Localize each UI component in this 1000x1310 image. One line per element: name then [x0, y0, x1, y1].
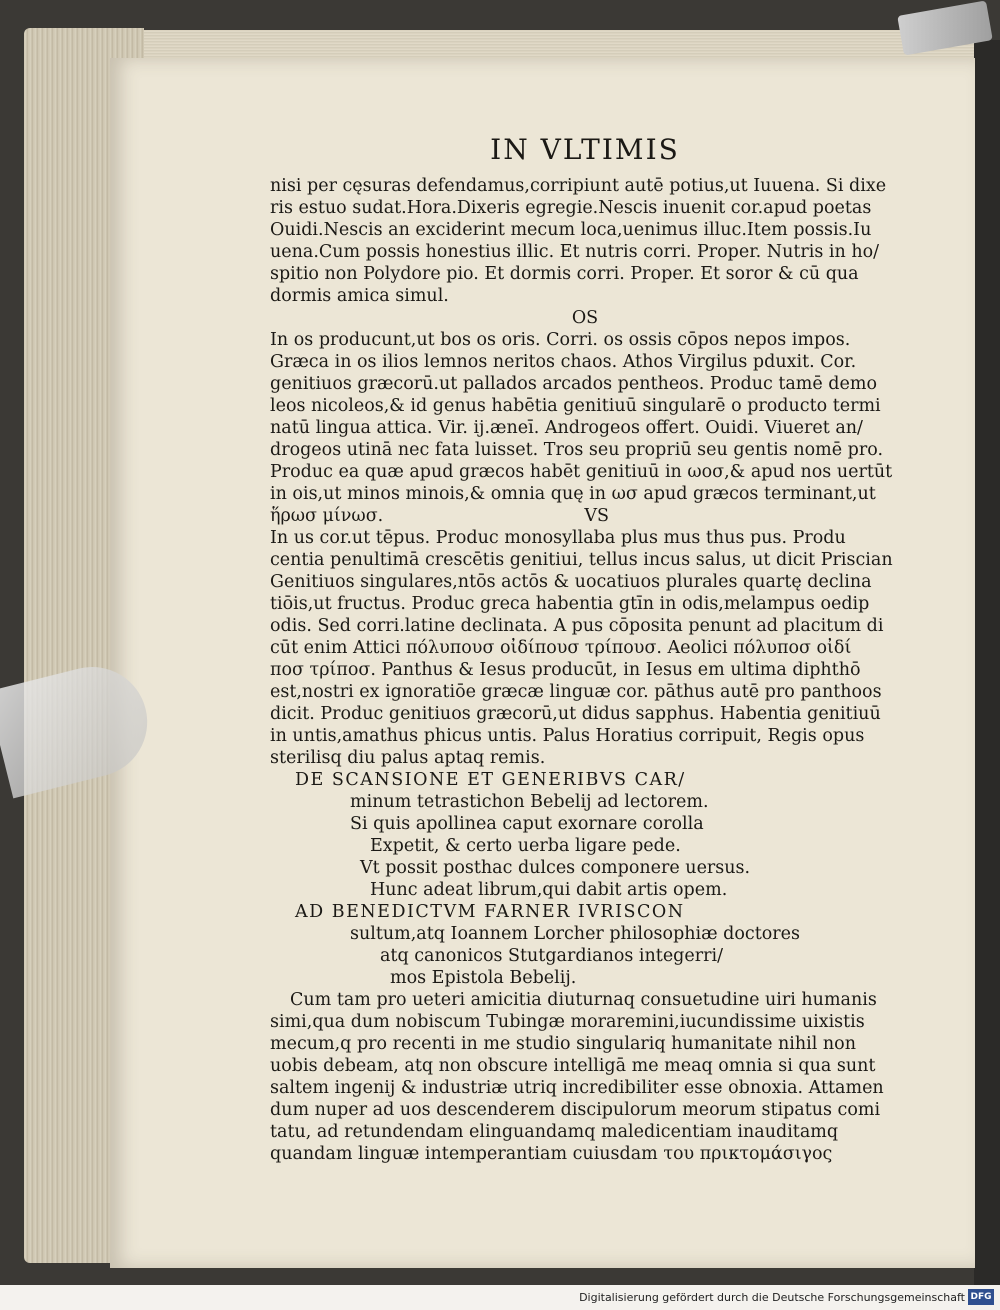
text-line: mecum,q pro recenti in me studio singulariq humanitate nihil non: [270, 1034, 856, 1054]
text-line: tiōis,ut fructus. Produc greca habentia gtīn in odis,melampus oedip: [270, 594, 870, 614]
tetrastichon: [270, 813, 900, 901]
text-line: in untis,amathus phicus untis. Palus Horatius corripuit, Regis opus: [270, 726, 865, 746]
text-line: ποσ τρίποσ. Panthus & Iesus producūt, in Iesus em ultima diphthō: [270, 660, 861, 680]
paragraph-continued: [270, 175, 900, 307]
text-line: ἥρωσ μίνωσ.: [270, 506, 384, 526]
verse-line: Vt possit posthac dulces componere uersus.: [360, 858, 751, 878]
text-line: Cum tam pro ueteri amicitia diuturnaq consuetudine uiri humanis: [290, 990, 877, 1010]
verse-line: Hunc adeat librum,qui dabit artis opem.: [370, 880, 728, 900]
section-subheading-scansione: minum tetrastichon Bebelij ad lectorem.: [350, 792, 709, 812]
text-line: ris estuo sudat.Hora.Dixeris egregie.Nescis inuenit cor.apud poetas: [270, 198, 872, 218]
right-margin-shadow: [974, 40, 1000, 1285]
text-line: odis. Sed corri.latine declinata. A pus cōposita penunt ad placitum di: [270, 616, 884, 636]
text-line: centia penultimā crescētis genitiui, tellus incus salus, ut dicit Priscian: [270, 550, 893, 570]
text-line: dormis amica simul.: [270, 286, 449, 306]
page-text: [270, 135, 900, 1165]
text-line: quandam linguæ intemperantiam cuiusdam του πρικτομάσιγος: [270, 1144, 833, 1164]
text-line: Genitiuos singulares,ntōs actōs & uocatiuos plurales quartę declina: [270, 572, 872, 592]
heading-line: sultum,atq Ioannem Lorcher philosophiæ doctores: [350, 924, 800, 944]
section-heading-vs: VS: [584, 506, 609, 526]
text-line: dum nuper ad uos descenderem discipulorum meorum stipatus comi: [270, 1100, 881, 1120]
text-line: uobis debeam, atq non obscure intelligā me meaq omnia si qua sunt: [270, 1056, 876, 1076]
text-line: Ouidi.Nescis an exciderint mecum loca,uenimus illuc.Item possis.Iu: [270, 220, 872, 240]
heading-line: atq canonicos Stutgardianos integerri/: [380, 946, 723, 966]
text-line: Græca in os ilios lemnos neritos chaos. Athos Virgilus pduxit. Cor.: [270, 352, 857, 372]
text-line: dicit. Produc genitiuos græcorū,ut didus sapphus. Habentia genitiuū: [270, 704, 881, 724]
section-heading-os: OS: [571, 308, 599, 328]
section-heading-scansione: DE SCANSIONE ET GENERIBVS CAR/: [295, 770, 686, 790]
footer-bar: [0, 1285, 1000, 1310]
verse-line: Si quis apollinea caput exornare corolla: [350, 814, 704, 834]
text-line: drogeos utinā nec fata luisset. Tros seu propriū seu gentis nomē pro.: [270, 440, 884, 460]
text-line: uena.Cum possis honestius illic. Et nutris corri. Proper. Nutris in ho/: [270, 242, 880, 262]
paragraph-epistola: [270, 989, 900, 1165]
text-line: spitio non Polydore pio. Et dormis corri. Proper. Et soror & cū qua: [270, 264, 859, 284]
heading-benedictum: [270, 901, 900, 989]
text-line: nisi per cęsuras defendamus,corripiunt autē potius,ut Iuuena. Si dixe: [270, 176, 887, 196]
text-line: In us cor.ut tēpus. Produc monosyllaba plus mus thus pus. Produ: [270, 528, 846, 548]
text-line: natū lingua attica. Vir. ij.æneī. Androgeos offert. Ouidi. Viueret an/: [270, 418, 863, 438]
text-line: tatu, ad retundendam elinguandamq maledicentiam inauditamq: [270, 1122, 839, 1142]
paragraph-os: [270, 329, 900, 505]
text-line: saltem ingenij & industriæ utriq incredibiliter esse obnoxia. Attamen: [270, 1078, 884, 1098]
text-line: est,nostri ex ignoratiōe græcæ linguæ cor. pāthus autē pro panthoos: [270, 682, 882, 702]
text-line: simi,qua dum nobiscum Tubingæ moraremini,iucundissime uixistis: [270, 1012, 865, 1032]
heading-line: mos Epistola Bebelij.: [390, 968, 577, 988]
text-line: sterilisq diu palus aptaq remis.: [270, 748, 546, 768]
dfg-logo: DFG: [968, 1289, 994, 1305]
text-line: In os producunt,ut bos os oris. Corri. os ossis cōpos nepos impos.: [270, 330, 851, 350]
text-line: genitiuos græcorū.ut pallados arcados pentheos. Produc tamē demo: [270, 374, 877, 394]
text-line: cūt enim Attici πόλυπουσ οἰδίπουσ τρίπουσ. Aeolici πόλυποσ οἰδί: [270, 638, 852, 658]
text-line: leos nicoleos,& id genus habētia genitiuū singularē o producto termi: [270, 396, 881, 416]
heading-line: AD BENEDICTVM FARNER IVRISCON: [295, 902, 685, 922]
verse-line: Expetit, & certo uerba ligare pede.: [370, 836, 681, 856]
text-line: Produc ea quæ apud græcos habēt genitiuū in ωοσ,& apud nos uertūt: [270, 462, 893, 482]
paragraph-vs: [270, 527, 900, 769]
text-line: in ois,ut minos minois,& omnia quę in ωσ apud græcos terminant,ut: [270, 484, 876, 504]
funding-notice: Digitalisierung gefördert durch die Deutsche Forschungsgemeinschaft: [579, 1291, 965, 1304]
running-header: IN VLTIMIS: [490, 133, 680, 166]
greek-line-with-heading: [270, 505, 900, 527]
